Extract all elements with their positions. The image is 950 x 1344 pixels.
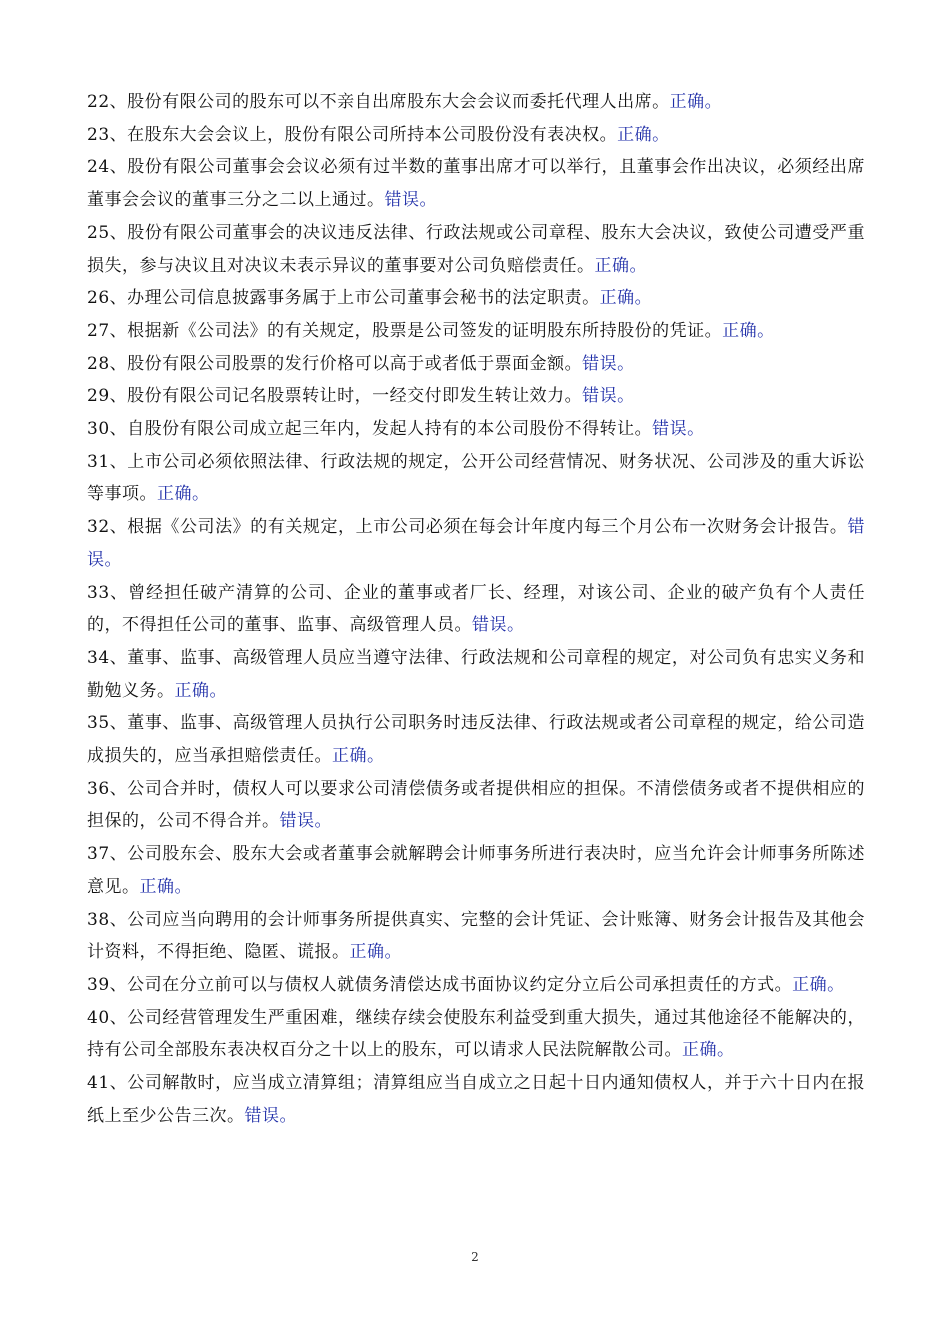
page-number: 2 [471,1250,479,1264]
question-item: 33、曾经担任破产清算的公司、企业的董事或者厂长、经理，对该公司、企业的破产负有个人责任的，不得担任公司的董事、监事、高级管理人员。错误。 [87,582,865,636]
answer-label: 正确。 [139,876,192,897]
document-body [87,86,865,1133]
answer-label: 正确。 [349,942,402,963]
question-item: 39、公司在分立前可以与债权人就债务清偿达成书面协议约定分立后公司承担责任的方式。正确。 [87,974,845,995]
question-item: 32、根据《公司法》的有关规定，上市公司必须在每会计年度内每三个月公布一次财务会计报告。错误。 [87,517,865,570]
answer-label: 正确。 [174,680,227,701]
question-item: 24、股份有限公司董事会会议必须有过半数的董事出席才可以举行，且董事会作出决议，必须经出席董事会会议的董事三分之二以上通过。错误。 [87,157,865,211]
question-item: 22、股份有限公司的股东可以不亲自出席股东大会会议而委托代理人出席。正确。 [87,92,723,112]
question-item: 35、董事、监事、高级管理人员执行公司职务时违反法律、行政法规或者公司章程的规定，给公司造成损失的，应当承担赔偿责任。正确。 [87,713,865,767]
question-item: 38、公司应当向聘用的会计师事务所提供真实、完整的会计凭证、会计账簿、财务会计报告及其他会计资料，不得拒绝、隐匿、谎报。正确。 [87,909,865,963]
answer-label: 正确。 [599,288,653,309]
question-item: 28、股份有限公司股票的发行价格可以高于或者低于票面金额。错误。 [87,353,635,374]
question-item: 34、董事、监事、高级管理人员应当遵守法律、行政法规和公司章程的规定，对公司负有忠实义务和勤勉义务。正确。 [87,647,865,701]
question-item: 30、自股份有限公司成立起三年内，发起人持有的本公司股份不得转让。错误。 [87,419,705,440]
answer-label: 正确。 [669,92,723,112]
answer-label: 正确。 [792,974,845,995]
question-item: 37、公司股东会、股东大会或者董事会就解聘会计师事务所进行表决时，应当允许会计师事务所陈述意见。正确。 [87,844,865,897]
answer-label: 错误。 [472,615,525,636]
answer-label: 正确。 [617,124,670,145]
answer-label: 错误。 [582,353,635,374]
answer-label: 错误。 [279,811,332,832]
answer-label: 错误。 [384,190,437,211]
answer-label: 正确。 [594,255,647,276]
answer-label: 错误。 [244,1105,297,1126]
answer-label: 正确。 [682,1040,735,1061]
answer-label: 错误。 [87,517,865,570]
question-item: 36、公司合并时，债权人可以要求公司清偿债务或者提供相应的担保。不清偿债务或者不提供相应的担保的，公司不得合并。错误。 [87,778,865,832]
question-item: 27、根据新《公司法》的有关规定，股票是公司签发的证明股东所持股份的凭证。正确。 [87,320,775,341]
question-item: 29、股份有限公司记名股票转让时，一经交付即发生转让效力。错误。 [87,386,635,407]
question-item: 23、在股东大会会议上，股份有限公司所持本公司股份没有表决权。正确。 [87,124,670,145]
answer-label: 正确。 [157,484,210,505]
question-item: 26、办理公司信息披露事务属于上市公司董事会秘书的法定职责。正确。 [87,288,653,309]
question-item: 40、公司经营管理发生严重困难，继续存续会使股东利益受到重大损失，通过其他途径不能解决的，持有公司全部股东表决权百分之十以上的股东，可以请求人民法院解散公司。正确。 [87,1007,865,1061]
question-item: 41、公司解散时，应当成立清算组；清算组应当自成立之日起十日内通知债权人，并于六十日内在报纸上至少公告三次。错误。 [87,1073,865,1126]
answer-label: 正确。 [332,746,385,767]
answer-label: 错误。 [582,386,635,407]
answer-label: 错误。 [652,419,705,440]
question-item: 31、上市公司必须依照法律、行政法规的规定，公开公司经营情况、财务状况、公司涉及的重大诉讼等事项。正确。 [87,451,865,505]
question-item: 25、股份有限公司董事会的决议违反法律、行政法规或公司章程、股东大会决议，致使公司遭受严重损失，参与决议且对决议未表示异议的董事要对公司负赔偿责任。正确。 [87,222,865,276]
answer-label: 正确。 [722,320,775,341]
